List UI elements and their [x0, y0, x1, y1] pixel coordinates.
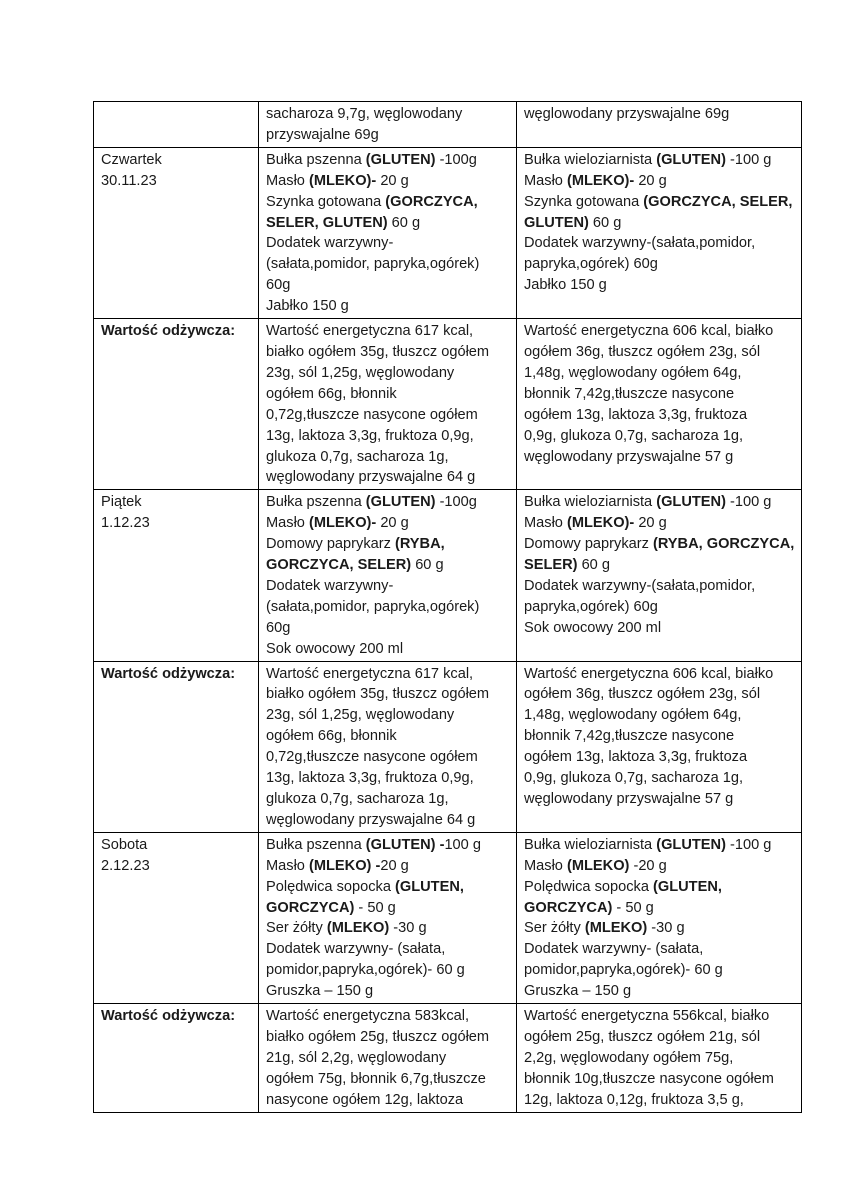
text-segment: Ser żółty — [266, 920, 327, 937]
allergen-text: (MLEKO) — [584, 920, 648, 937]
text-segment: węglowodany przyswajalne 64 g — [266, 469, 476, 486]
text-segment: 100 g — [444, 836, 481, 853]
text-segment: węglowodany przyswajalne 57 g — [524, 791, 734, 807]
text-segment: błonnik 7,42g,tłuszcze nasycone — [524, 385, 735, 402]
text-line — [524, 384, 796, 405]
day-label: 2.12.23 — [101, 857, 150, 874]
text-line — [266, 981, 511, 1002]
text-segment: (sałata,pomidor, papryka,ogórek) — [266, 598, 480, 615]
text-segment: Jabłko 150 g — [524, 277, 607, 294]
day-label: Piątek — [101, 494, 142, 511]
text-line — [524, 254, 796, 275]
text-segment: pomidor,papryka,ogórek)- 60 g — [524, 962, 723, 979]
text-segment: Bułka pszenna — [266, 151, 366, 168]
table-row — [94, 661, 802, 832]
text-line — [524, 192, 796, 213]
allergen-text: (GLUTEN) - — [365, 836, 445, 853]
text-segment: 20 g — [376, 515, 409, 532]
text-segment: Wartość energetyczna 556kcal, białko — [524, 1008, 770, 1025]
text-line — [266, 1027, 511, 1048]
text-line — [524, 981, 796, 1002]
menu-variant-b-cell — [517, 102, 802, 148]
text-line — [266, 192, 511, 213]
text-line — [266, 726, 511, 747]
allergen-text: (GLUTEN) — [656, 151, 726, 168]
text-line — [266, 898, 511, 919]
text-line — [524, 1048, 796, 1069]
text-line — [266, 233, 511, 254]
nutrition-label: Wartość odżywcza: — [101, 1008, 236, 1025]
text-line — [266, 296, 511, 317]
text-segment: Wartość energetyczna 606 kcal, białko — [524, 323, 774, 340]
menu-variant-b-cell — [517, 832, 802, 1003]
text-segment: 1,48g, węglowodany ogółem 64g, — [524, 707, 742, 724]
text-segment: Masło — [266, 172, 309, 189]
allergen-text: (GORCZYCA, — [385, 193, 478, 210]
text-line — [524, 1090, 796, 1111]
day-label-cell — [94, 1004, 259, 1113]
text-segment: 13g, laktoza 3,3g, fruktoza 0,9g, — [266, 427, 474, 444]
text-line — [524, 684, 796, 705]
text-segment: 60g — [266, 277, 291, 294]
text-line — [266, 342, 511, 363]
text-line — [524, 789, 796, 810]
text-segment: Jabłko 150 g — [266, 298, 349, 315]
text-segment: 20 g — [634, 172, 667, 189]
text-line — [266, 555, 511, 576]
text-segment: węglowodany przyswajalne 57 g — [524, 448, 734, 465]
text-line — [266, 213, 511, 234]
text-line — [524, 171, 796, 192]
text-segment: Polędwica sopocka — [524, 878, 653, 895]
text-line — [266, 384, 511, 405]
text-segment: glukoza 0,7g, sacharoza 1g, — [266, 791, 449, 807]
table-row — [94, 832, 802, 1003]
text-segment: -100 g — [725, 494, 772, 511]
text-segment: 23g, sól 1,25g, węglowodany — [266, 364, 455, 381]
text-line — [266, 684, 511, 705]
text-line — [266, 363, 511, 384]
text-segment: 0,72g,tłuszcze nasycone ogółem — [266, 749, 478, 766]
table-row — [94, 102, 802, 148]
allergen-text: (GLUTEN) — [365, 494, 436, 511]
text-segment: ogółem 66g, błonnik — [266, 385, 397, 402]
text-line — [524, 1006, 796, 1027]
text-segment: 60g — [266, 619, 291, 636]
allergen-text: GORCZYCA, SELER) — [266, 557, 412, 574]
text-line — [266, 405, 511, 426]
text-line — [266, 1048, 511, 1069]
table-row — [94, 319, 802, 490]
text-segment: -20 g — [629, 857, 667, 874]
text-segment: Ser żółty — [524, 920, 585, 937]
text-segment: węglowodany przyswajalne 69g — [524, 106, 730, 122]
text-segment: Polędwica sopocka — [266, 878, 395, 895]
text-line — [266, 939, 511, 960]
text-line — [266, 639, 511, 660]
text-line — [524, 492, 796, 513]
text-segment: pomidor,papryka,ogórek)- 60 g — [266, 962, 465, 979]
text-segment: Sok owocowy 200 ml — [266, 640, 404, 657]
text-segment: 20 g — [380, 857, 409, 874]
text-line — [266, 918, 511, 939]
text-segment: 60 g — [588, 214, 622, 231]
text-line — [524, 275, 796, 296]
allergen-text: (GLUTEN) — [656, 836, 726, 853]
text-segment: -100 g — [725, 836, 772, 853]
text-line — [266, 835, 511, 856]
table-row — [94, 1004, 802, 1113]
text-segment: Wartość energetyczna 617 kcal, — [266, 665, 474, 682]
text-line — [266, 618, 511, 639]
menu-variant-b-cell — [517, 147, 802, 318]
text-line — [524, 877, 796, 898]
day-label-cell — [94, 661, 259, 832]
text-line — [266, 171, 511, 192]
text-line — [524, 150, 796, 171]
text-line — [524, 363, 796, 384]
allergen-text: GLUTEN) — [524, 214, 589, 231]
text-segment: 20 g — [376, 172, 409, 189]
day-label: Sobota — [101, 836, 148, 853]
text-segment: -100g — [435, 494, 477, 511]
text-line — [266, 664, 511, 685]
text-segment: 1,48g, węglowodany ogółem 64g, — [524, 364, 742, 381]
text-line — [524, 726, 796, 747]
text-segment: -100 g — [725, 151, 772, 168]
text-segment: ogółem 36g, tłuszcz ogółem 23g, sól — [524, 343, 761, 360]
menu-table-body — [94, 102, 802, 1113]
text-segment: ogółem 66g, błonnik — [266, 728, 397, 745]
day-label-cell — [94, 147, 259, 318]
text-segment: Masło — [524, 857, 567, 874]
text-segment: papryka,ogórek) 60g — [524, 598, 658, 615]
text-line — [266, 125, 511, 146]
text-line — [524, 705, 796, 726]
text-line — [266, 705, 511, 726]
allergen-text: (MLEKO)- — [566, 172, 635, 189]
menu-variant-a-cell — [259, 832, 517, 1003]
text-line — [524, 939, 796, 960]
allergen-text: SELER, GLUTEN) — [266, 214, 388, 231]
text-segment: (sałata,pomidor, papryka,ogórek) — [266, 256, 480, 273]
text-line — [524, 597, 796, 618]
text-line — [524, 747, 796, 768]
text-segment: - 50 g — [612, 899, 654, 916]
day-label-cell — [94, 319, 259, 490]
text-segment: 0,9g, glukoza 0,7g, sacharoza 1g, — [524, 427, 744, 444]
day-label-cell — [94, 102, 259, 148]
text-line — [524, 1069, 796, 1090]
text-line — [266, 768, 511, 789]
nutrition-label: Wartość odżywcza: — [101, 323, 236, 340]
text-line — [524, 1027, 796, 1048]
text-segment: błonnik 7,42g,tłuszcze nasycone — [524, 728, 735, 745]
allergen-text: (MLEKO) — [326, 920, 390, 937]
menu-variant-a-cell — [259, 147, 517, 318]
text-line — [524, 664, 796, 685]
text-segment: Bułka wieloziarnista — [524, 836, 657, 853]
text-line — [266, 513, 511, 534]
text-segment: 2,2g, węglowodany ogółem 75g, — [524, 1049, 734, 1066]
text-line — [266, 426, 511, 447]
text-segment: ogółem 36g, tłuszcz ogółem 23g, sól — [524, 686, 761, 703]
text-line — [524, 835, 796, 856]
text-line — [524, 513, 796, 534]
text-segment: 0,9g, glukoza 0,7g, sacharoza 1g, — [524, 770, 744, 787]
text-line — [266, 104, 511, 125]
text-line — [524, 918, 796, 939]
table-row — [94, 147, 802, 318]
text-segment: Bułka pszenna — [266, 494, 366, 511]
menu-variant-b-cell — [517, 319, 802, 490]
text-segment: Wartość energetyczna 583kcal, — [266, 1008, 470, 1025]
text-line — [524, 342, 796, 363]
text-line — [524, 768, 796, 789]
allergen-text: (GLUTEN) — [656, 494, 726, 511]
day-label-cell — [94, 490, 259, 661]
text-line — [266, 467, 511, 488]
allergen-text: GORCZYCA) — [524, 899, 613, 916]
text-segment: białko ogółem 35g, tłuszcz ogółem — [266, 343, 490, 360]
allergen-text: (RYBA, GORCZYCA, — [652, 536, 795, 553]
allergen-text: (MLEKO)- — [566, 515, 635, 532]
text-segment: 0,72g,tłuszcze nasycone ogółem — [266, 406, 478, 423]
text-line — [524, 213, 796, 234]
text-line — [266, 447, 511, 468]
text-line — [266, 1069, 511, 1090]
text-line — [266, 789, 511, 810]
text-line — [266, 534, 511, 555]
text-segment: -30 g — [647, 920, 685, 937]
text-line — [266, 810, 511, 831]
text-segment: ogółem 25g, tłuszcz ogółem 21g, sól — [524, 1028, 761, 1045]
text-segment: Masło — [524, 515, 567, 532]
text-segment: papryka,ogórek) 60g — [524, 256, 658, 273]
text-line — [266, 275, 511, 296]
text-segment: -100g — [435, 151, 477, 168]
text-line — [524, 534, 796, 555]
text-segment: 60 g — [577, 557, 610, 574]
text-segment: 21g, sól 2,2g, węglowodany — [266, 1049, 447, 1066]
text-line — [266, 492, 511, 513]
allergen-text: (GORCZYCA, SELER, — [643, 193, 793, 210]
text-segment: Domowy paprykarz — [266, 536, 395, 553]
allergen-text: (MLEKO) — [566, 857, 630, 874]
text-line — [266, 960, 511, 981]
text-segment: ogółem 75g, błonnik 6,7g,tłuszcze — [266, 1070, 486, 1087]
text-segment: Dodatek warzywny- (sałata, — [524, 941, 704, 958]
text-segment: białko ogółem 35g, tłuszcz ogółem — [266, 686, 490, 703]
text-line — [266, 576, 511, 597]
text-line — [524, 555, 796, 576]
text-segment: 20 g — [634, 515, 667, 532]
day-label: 1.12.23 — [101, 515, 150, 532]
text-line — [524, 104, 796, 125]
text-line — [266, 1090, 511, 1111]
text-line — [524, 233, 796, 254]
text-line — [266, 150, 511, 171]
text-segment: ogółem 13g, laktoza 3,3g, fruktoza — [524, 406, 748, 423]
allergen-text: (GLUTEN) — [365, 151, 436, 168]
text-segment: Masło — [266, 515, 309, 532]
day-label: 30.11.23 — [101, 172, 157, 189]
text-line — [524, 447, 796, 468]
text-line — [524, 960, 796, 981]
text-line — [524, 405, 796, 426]
text-line — [266, 254, 511, 275]
allergen-text: (GLUTEN, — [395, 878, 464, 895]
text-segment: węglowodany przyswajalne 64 g — [266, 811, 476, 828]
text-segment: - 50 g — [354, 899, 396, 916]
text-segment: ogółem 13g, laktoza 3,3g, fruktoza — [524, 749, 748, 766]
allergen-text: SELER) — [524, 557, 578, 574]
allergen-text: (MLEKO)- — [308, 172, 377, 189]
text-segment: Masło — [266, 857, 309, 874]
allergen-text: (GLUTEN, — [653, 878, 722, 895]
day-label-cell — [94, 832, 259, 1003]
text-segment: Wartość energetyczna 606 kcal, białko — [524, 665, 774, 682]
text-segment: Dodatek warzywny- — [266, 577, 394, 594]
text-segment: -30 g — [389, 920, 427, 937]
allergen-text: (MLEKO) - — [308, 857, 381, 874]
text-line — [266, 597, 511, 618]
menu-variant-a-cell — [259, 1004, 517, 1113]
text-segment: glukoza 0,7g, sacharoza 1g, — [266, 448, 449, 465]
menu-variant-a-cell — [259, 102, 517, 148]
text-segment: Dodatek warzywny- (sałata, — [266, 941, 446, 958]
text-segment: sacharoza 9,7g, węglowodany — [266, 106, 463, 122]
text-line — [266, 1006, 511, 1027]
menu-variant-a-cell — [259, 661, 517, 832]
text-segment: białko ogółem 25g, tłuszcz ogółem — [266, 1028, 490, 1045]
text-segment: Dodatek warzywny-(sałata,pomidor, — [524, 577, 756, 594]
menu-variant-a-cell — [259, 490, 517, 661]
text-segment: 13g, laktoza 3,3g, fruktoza 0,9g, — [266, 770, 474, 787]
text-segment: Masło — [524, 172, 567, 189]
text-line — [524, 321, 796, 342]
text-line — [524, 618, 796, 639]
text-line — [524, 856, 796, 877]
text-segment: Bułka pszenna — [266, 836, 366, 853]
text-segment: 60 g — [411, 557, 444, 574]
menu-variant-b-cell — [517, 661, 802, 832]
text-segment: Szynka gotowana — [266, 193, 386, 210]
text-segment: Gruszka – 150 g — [524, 983, 632, 1000]
text-segment: Wartość energetyczna 617 kcal, — [266, 323, 474, 340]
text-line — [524, 898, 796, 919]
text-segment: Bułka wieloziarnista — [524, 151, 657, 168]
allergen-text: (RYBA, — [394, 536, 445, 553]
text-line — [524, 426, 796, 447]
day-label: Czwartek — [101, 151, 162, 168]
text-segment: błonnik 10g,tłuszcze nasycone ogółem — [524, 1070, 774, 1087]
text-line — [524, 576, 796, 597]
menu-table — [93, 101, 802, 1113]
text-segment: Gruszka – 150 g — [266, 983, 374, 1000]
allergen-text: GORCZYCA) — [266, 899, 355, 916]
text-segment: przyswajalne 69g — [266, 126, 379, 143]
text-segment: 23g, sól 1,25g, węglowodany — [266, 707, 455, 724]
table-row — [94, 490, 802, 661]
text-line — [266, 321, 511, 342]
menu-variant-b-cell — [517, 490, 802, 661]
text-line — [266, 747, 511, 768]
text-segment: Sok owocowy 200 ml — [524, 619, 662, 636]
text-segment: Bułka wieloziarnista — [524, 494, 657, 511]
text-segment: 60 g — [387, 214, 421, 231]
text-segment: Domowy paprykarz — [524, 536, 653, 553]
text-segment: nasycone ogółem 12g, laktoza — [266, 1091, 464, 1108]
text-line — [266, 877, 511, 898]
text-segment: Szynka gotowana — [524, 193, 644, 210]
text-segment: Dodatek warzywny-(sałata,pomidor, — [524, 235, 756, 252]
menu-variant-b-cell — [517, 1004, 802, 1113]
text-segment: 12g, laktoza 0,12g, fruktoza 3,5 g, — [524, 1091, 744, 1108]
text-segment: Dodatek warzywny- — [266, 235, 394, 252]
nutrition-label: Wartość odżywcza: — [101, 665, 236, 682]
text-line — [266, 856, 511, 877]
menu-variant-a-cell — [259, 319, 517, 490]
allergen-text: (MLEKO)- — [308, 515, 377, 532]
